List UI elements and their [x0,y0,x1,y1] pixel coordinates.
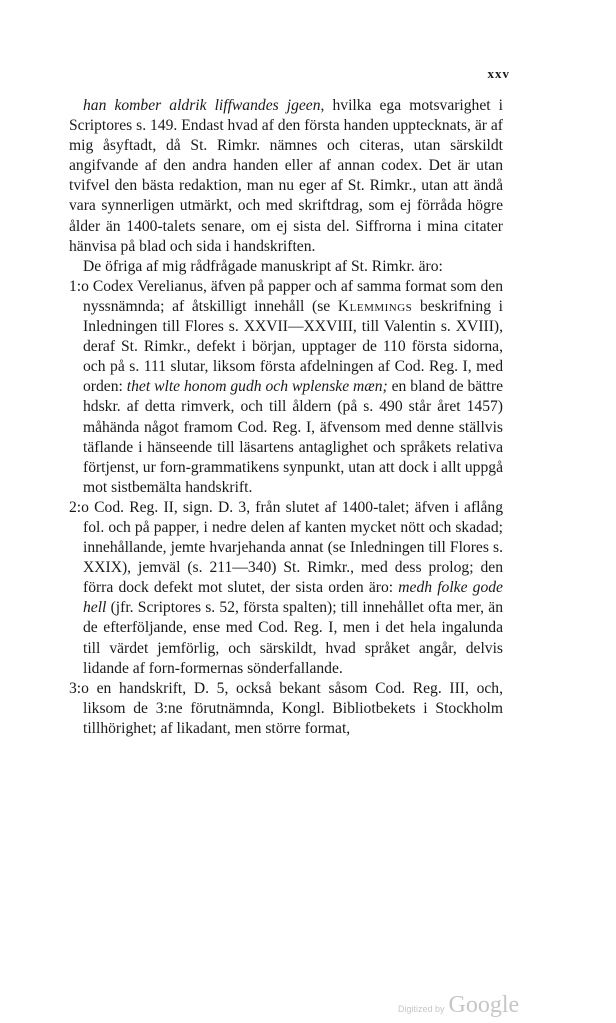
list-item-segment: Klemmings [337,297,413,315]
list-item [69,679,503,739]
watermark-small-text: Digitized by [398,1004,445,1014]
list-item-segment: en bland de bättre hdskr. af detta rimverk, och till åldern (på s. 490 står året 1457) måhända något framom Cod. Reg. I, äfvensom med denne ställvis täflande i hänseende till läsartens antaglighet och språkets relativa förtjenst, ur forn-grammatikens synpunkt, utan att dock i allt uppgå mot sistbemälta handskrift. [83,378,503,496]
page-number: xxv [487,66,510,81]
list-item-segment: thet wlte honom gudh och wplenske mæn; [126,378,388,396]
paragraph-segment: , hvilka ega motsvarighet i Scriptores s. 149. Endast hvad af den första handen upptecknats, är af mig åsyftadt, då St. Rimkr. nämnes och citeras, utan särskildt angifvande af den andra handen eller af annan codex. Det är utan tvifvel den bästa redaktion, man nu eger af St. Rimkr., utan att ändå vara synnerligen utmärkt, och med skriftdrag, som ej förråda högre ålder än 1400-talets senare, om ej sista del. Siffrorna i mina citater hänvisa på blad och sida i handskriften. [69,97,503,255]
list-item [69,277,503,498]
google-logo: Google [448,992,520,1018]
list-item-segment: beskrifning i Inledningen till Flores s. XXVII—XXVIII, till Valentin s. XVIII), deraf St. Rimkr., defekt i början, upptager de 110 första sidorna, och på s. 111 slutar, liksom första afdelningen af Cod. Reg. I, med orden: [83,297,504,396]
paragraph [69,96,503,257]
paragraph [69,257,503,277]
digitized-watermark [398,992,519,1019]
list-item-segment: 2:o Cod. Reg. II, sign. D. 3, från slutet af 1400-talet; äfven i aflång fol. och på papper, i nedre delen af kanten mycket nött och skadad; innehållande, jemte hvarjehanda annat (se Inledningen till Flores s. XXIX), jemväl (s. 211—340) St. Rimkr., med dess prolog; den förra dock defekt mot slutet, der sista orden äro: [69,498,503,597]
body-text [69,96,503,739]
list-item-segment: medh folke gode hell [83,579,503,617]
list-item-segment: 1:o Codex Verelianus, äfven på papper och af samma format som den nyssnämnda; af åtskilligt innehåll (se [69,277,503,315]
list-item-segment: (jfr. Scriptores s. 52, första spalten); till innehållet ofta mer, än de efterföljande, ense med Cod. Reg. I, men i det hela ingalunda till värdet jemförlig, och särskildt, hvad språket angår, delvis lidande af forn-formernas sönderfallande. [83,599,503,677]
paragraph-segment: han komber aldrik liffwandes jgeen [83,97,321,114]
list-item [69,498,503,679]
paragraph-segment: De öfriga af mig rådfrågade manuskript af St. Rimkr. äro: [83,257,443,275]
list-item-segment: 3:o en handskrift, D. 5, också bekant såsom Cod. Reg. III, och, liksom de 3:ne förutnämnda, Kongl. Bibliotbekets i Stockholm tillhörighet; af likadant, men större format, [69,679,503,737]
